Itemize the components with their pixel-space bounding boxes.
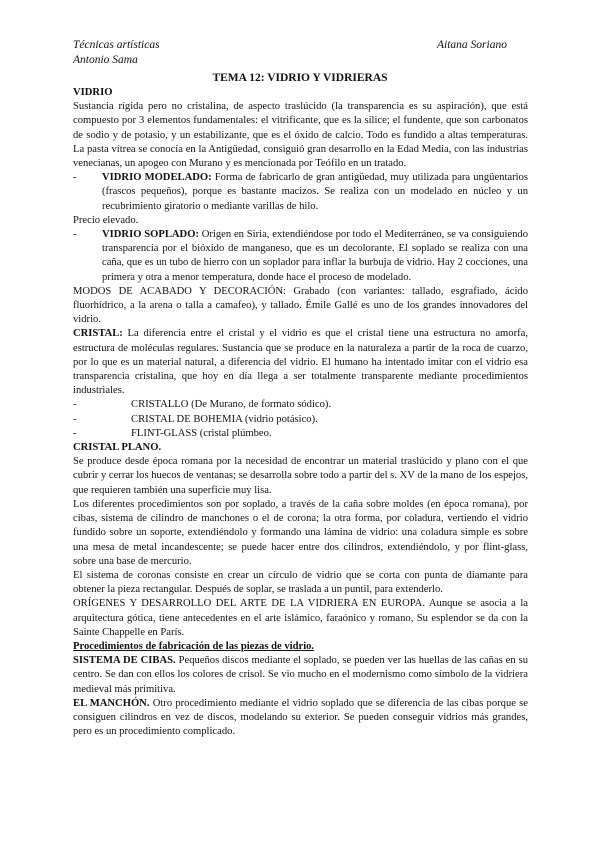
list-item-text: CRISTALLO (De Murano, de formato sódico). xyxy=(131,399,332,411)
bullet-text: Forma de fabricarlo de gran antigüedad, muy utilizada para ungüentarios (frascos pequeños), porque es bastante macizos. Se realiza con un modelado en núcleo y un recubrimiento giratorio o mediante varillas de hilo. xyxy=(102,172,528,212)
author-name: Aitana Soriano xyxy=(437,39,507,51)
paragraph-cristal xyxy=(73,327,528,398)
manchon-text: Otro procedimiento mediante el vidrio soplado que se diferencia de las cibas porque se consiguen cilindros en vez de discos, modelando su exterior. Se pueden conseguir vidrios más grandes, pero es un procedimiento complicado. xyxy=(73,697,528,738)
section-heading-procedimientos: Procedimientos de fabricación de las piezas de vidrio. xyxy=(73,640,315,652)
bullet-label: VIDRIO MODELADO: xyxy=(102,172,212,184)
paragraph-plano-3: El sistema de coronas consiste en crear un círculo de vidrio que se corta con punta de diamante para obtener la pieza rectangular. Después de soplar, se traslada a un puntil, para extenderlo. xyxy=(73,569,528,596)
cibas-label: SISTEMA DE CIBAS. xyxy=(73,655,176,667)
course-name: Técnicas artísticas xyxy=(73,39,160,51)
list-item-text: CRISTAL DE BOHEMIA (vidrio potásico). xyxy=(131,413,318,425)
list-item xyxy=(73,398,528,412)
bullet-vidrio-modelado xyxy=(73,171,528,214)
paragraph-manchon xyxy=(73,697,528,740)
cristal-label: CRISTAL: xyxy=(73,328,123,340)
list-dash: - xyxy=(73,427,77,439)
paragraph-cibas xyxy=(73,654,528,697)
cibas-text: Pequeños discos mediante el soplado, se pueden ver las huellas de las cañas en su centro. Se dan con ellos los colores de crisol. Se vio mucho en el modernismo como símbolo de la vidriera medieval más primitiva. xyxy=(73,655,528,695)
bullet-text: Origen en Siria, extendiéndose por todo el Mediterráneo, se va consiguiendo transparencia por el bióxido de manganeso, que es un decolorante. El soplado se realiza con una caña, que es un tubo de hierro con un soplador para inflar la burbuja de vidrio. Hay 2 cocciones, una primera y otra a menor temperatura, donde hace el proceso de modelado. xyxy=(102,229,528,283)
paragraph-plano-1: Se produce desde época romana por la necesidad de encontrar un material traslúcido y plano con el que cubrir y cerrar los huecos de ventanas; se desarrolla sobre todo a partir del s. XV de la mano de los espejos, que requieren también una superficie muy lisa. xyxy=(73,456,528,496)
page-title: TEMA 12: VIDRIO Y VIDRIERAS xyxy=(212,72,388,84)
paragraph-vidrio: Sustancia rígida pero no cristalina, de aspecto traslúcido (la transparencia es su aspiración), que está compuesto por 3 elementos fundamentales: el vitrificante, que es la sílice; el fundente, que son carbonatos de sodio y de potasio, y un estabilizante, que es el óxido de calcio. Todo es fundido a altas temperaturas. La pasta vítrea se conocía en la Antigüedad, consiguió gran desarrollo en la Edad Media, con las industrias venecianas, un apogeo con Murano y es mencionada por Teófilo en un tratado. xyxy=(73,101,528,170)
list-item xyxy=(73,413,528,427)
teacher-name: Antonio Sama xyxy=(73,54,138,66)
list-dash: - xyxy=(73,413,77,425)
bullet-dash: - xyxy=(73,172,77,184)
document-body xyxy=(73,86,528,739)
paragraph-origenes: ORÍGENES Y DESARROLLO DEL ARTE DE LA VIDRIERA EN EUROPA. Aunque se asocia a la arquitectura gótica, tiene antecedentes en el arte islámico, faraónico y romano, Su esplendor se da con la Sainte Chappelle en París. xyxy=(73,598,528,638)
paragraph-modos: MODOS DE ACABADO Y DECORACIÓN: Grabado (con variantes: tallado, esgrafiado, ácido fluorhídrico, a la arena o talla a camafeo), y tallado. Émile Gallé es uno de los grandes innovadores del vidrio. xyxy=(73,285,528,326)
list-item-text: FLINT-GLASS (cristal plúmbeo. xyxy=(131,427,272,439)
paragraph-plano-2: Los diferentes procedimientos son por soplado, a través de la caña sobre moldes (en época romana), por cibas, sistema de cilindro de manchones o el de corona; la otra forma, por coladura, vertiendo el vidrio fundido sobre un soporte, extendiéndolo y formando una lámina de vidrio: una coladura simple es sobre una mesa de metal incandescente; se puede hacer entre dos cilindros, extendiéndolo, y por flint-glass, sobre una base de mercurio. xyxy=(73,498,528,567)
bullet-label: VIDRIO SOPLADO: xyxy=(102,229,199,241)
cristal-text: La diferencia entre el cristal y el vidrio es que el cristal tiene una estructura no amorfa, estructura de moléculas regulares. Sustancia que se produce en la naturaleza a partir de la roca de cuarzo, por lo que es un material natural, a diferencia del vidrio. El humano ha intentado imitar con el vidrio esa transparencia cristalina, que hoy en día llega a ser totalmente transparente mediante procedimientos industriales. xyxy=(73,328,528,397)
list-item xyxy=(73,427,528,441)
bullet-vidrio-soplado xyxy=(73,228,528,285)
section-heading-cristal-plano: CRISTAL PLANO. xyxy=(73,442,162,454)
bullet-dash: - xyxy=(73,229,77,241)
list-dash: - xyxy=(73,399,77,411)
manchon-label: EL MANCHÓN. xyxy=(73,697,150,709)
paragraph-precio: Precio elevado. xyxy=(73,214,139,226)
section-heading-vidrio: VIDRIO xyxy=(73,87,113,98)
